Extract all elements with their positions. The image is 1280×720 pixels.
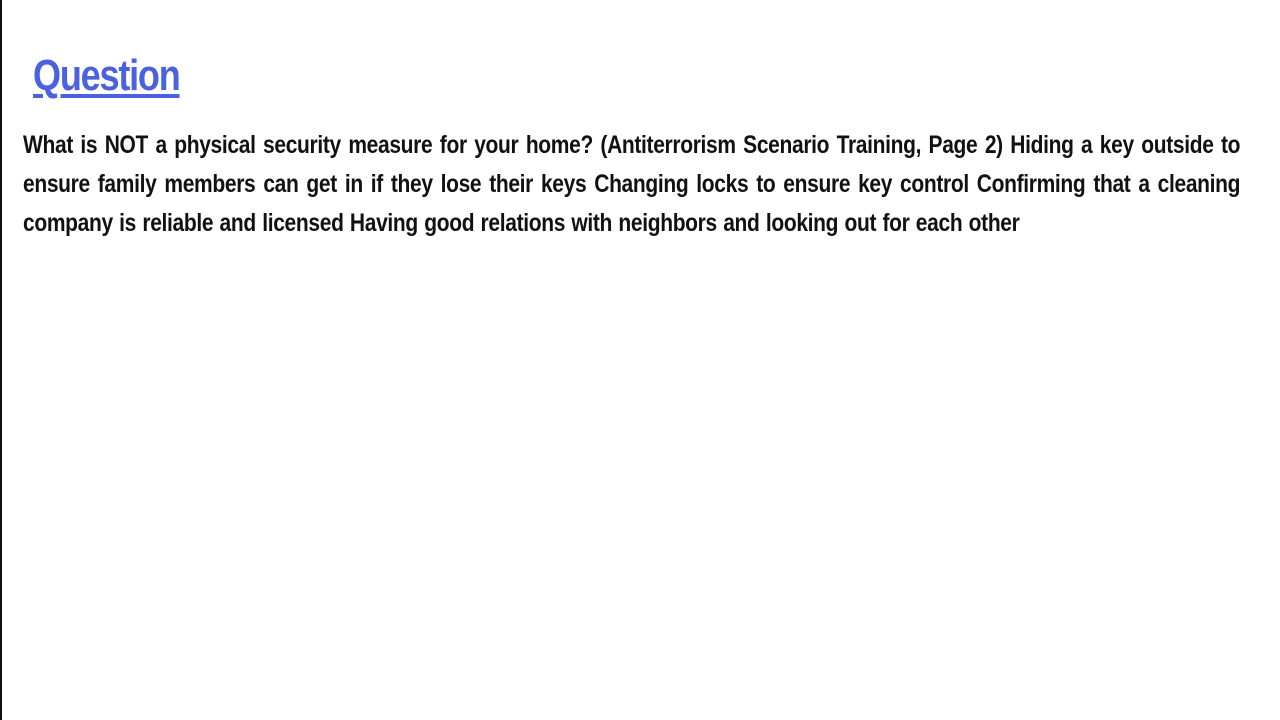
- page-title: Question: [33, 51, 180, 100]
- question-text: What is NOT a physical security measure for your home? (Antiterrorism Scenario Training, Page 2) Hiding a key outside to ensure family members can get in if they lose their keys Changing locks to ensure key control Confirming that a cleaning company is reliable and licensed Having good relations with neighbors and looking out for each other: [23, 131, 1241, 237]
